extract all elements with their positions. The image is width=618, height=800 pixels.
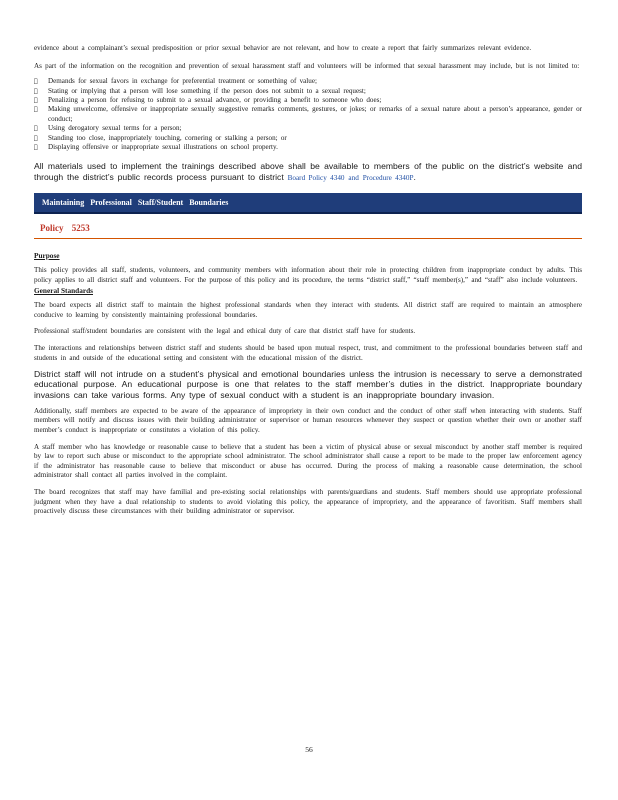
purpose-paragraph: This policy provides all staff, students, volunteers, and community members with information about their role in protecting children from inappropriate conduct by adults. This policy applies to all district staff and volunteers. For the purpose of this policy and its procedure, the terms “district staff,” “staff member(s),” and “staff” also include volunteers. xyxy=(34,266,582,285)
harassment-examples-list xyxy=(34,77,582,152)
list-item: Penalizing a person for refusing to submit to a sexual advance, or providing a benefit to someone who does; xyxy=(34,96,582,105)
page-number: 56 xyxy=(305,745,313,754)
list-item: Demands for sexual favors in exchange for preferential treatment or something of value; xyxy=(34,77,582,86)
bullet-icon xyxy=(34,77,48,86)
bullet-icon xyxy=(34,105,48,124)
bullet-icon xyxy=(34,96,48,105)
intro-paragraph-1: evidence about a complainant’s sexual predisposition or prior sexual behavior are not relevant, and how to create a report that fairly summarizes relevant evidence. xyxy=(34,44,532,52)
list-item: Stating or implying that a person will lose something if the person does not submit to a sexual request; xyxy=(34,87,582,96)
standards-paragraph-6: A staff member who has knowledge or reasonable cause to believe that a student has been a victim of physical abuse or sexual misconduct by another staff member is required by law to report such abuse or misconduct to the appropriate school administrator. The school administrator shall cause a report to be made to the proper law enforcement agency if the administrator has reasonable cause to believe that misconduct or abuse has occurred. During the process of making a reasonable cause determination, the school administrator shall contact all parties involved in the complaint. xyxy=(34,442,582,480)
standards-paragraph-7: The board recognizes that staff may have familial and pre-existing social relationships with parents/guardians and students. Staff members should use appropriate professional judgment when they have a dual relationship to students to avoid violating this policy, the appearance of impropriety, and the appearance of favoritism. Staff members shall proactively discuss these circumstances with their building administrator or supervisor. xyxy=(34,487,582,516)
bullet-icon xyxy=(34,124,48,133)
standards-paragraph-3: The interactions and relationships between district staff and students should be based upon mutual respect, trust, and commitment to the professional boundaries between staff and students in and outside of the educational setting and consistent with the educational mission of the district. xyxy=(34,344,582,362)
section-header-bar: Maintaining Professional Staff/Student Boundaries xyxy=(34,193,582,214)
procedure-link[interactable]: Procedure 4340P xyxy=(362,173,414,182)
materials-paragraph: All materials used to implement the trainings described above shall be available to members of the public on the district’s website and through the district’s public records process pursuant to district Board Policy 4340 and Procedure 4340P. xyxy=(34,161,582,182)
general-standards-heading: General Standards xyxy=(34,285,93,295)
intro-paragraph-2: As part of the information on the recognition and prevention of sexual harassment staff and volunteers will be informed that sexual harassment may include, but is not limited to: xyxy=(34,61,580,70)
list-item: Making unwelcome, offensive or inappropriate sexually suggestive remarks comments, gestures, or jokes; or remarks of a sexual nature about a person’s appearance, gender or conduct; xyxy=(34,105,582,124)
purpose-heading: Purpose xyxy=(34,250,60,260)
board-policy-link[interactable]: Board Policy 4340 xyxy=(287,173,345,182)
bullet-icon xyxy=(34,87,48,96)
bullet-icon xyxy=(34,143,48,152)
standards-paragraph-4: District staff will not intrude on a student’s physical and emotional boundaries unless the intrusion is necessary to serve a demonstrated educational purpose. An educational purpose is one that relates to the staff member’s duties in the district. Inappropriate boundary invasions can take various forms. Any type of sexual conduct with a student is an inappropriate boundary invasion. xyxy=(34,369,582,400)
document-page xyxy=(34,44,582,517)
bullet-icon xyxy=(34,134,48,143)
list-item: Using derogatory sexual terms for a person; xyxy=(34,124,582,133)
policy-number: Policy 5253 xyxy=(40,222,90,233)
list-item: Displaying offensive or inappropriate sexual illustrations on school property. xyxy=(34,143,582,152)
divider xyxy=(34,238,582,239)
standards-paragraph-5: Additionally, staff members are expected to be aware of the appearance of impropriety in their own conduct and the conduct of other staff when interacting with students. Staff members will notify and discuss issues with their building administrator or supervisor or human resources whenever they suspect or question whether their own or another staff member’s conduct is inappropriate or constitutes a violation of this policy. xyxy=(34,406,582,434)
list-item: Standing too close, inappropriately touching, cornering or stalking a person; or xyxy=(34,134,582,143)
standards-paragraph-2: Professional staff/student boundaries are consistent with the legal and ethical duty of care that district staff have for students. xyxy=(34,327,416,336)
standards-paragraph-1: The board expects all district staff to maintain the highest professional standards when they interact with students. All district staff are required to maintain an atmosphere conducive to learning by consistently maintaining professional boundaries. xyxy=(34,301,582,319)
